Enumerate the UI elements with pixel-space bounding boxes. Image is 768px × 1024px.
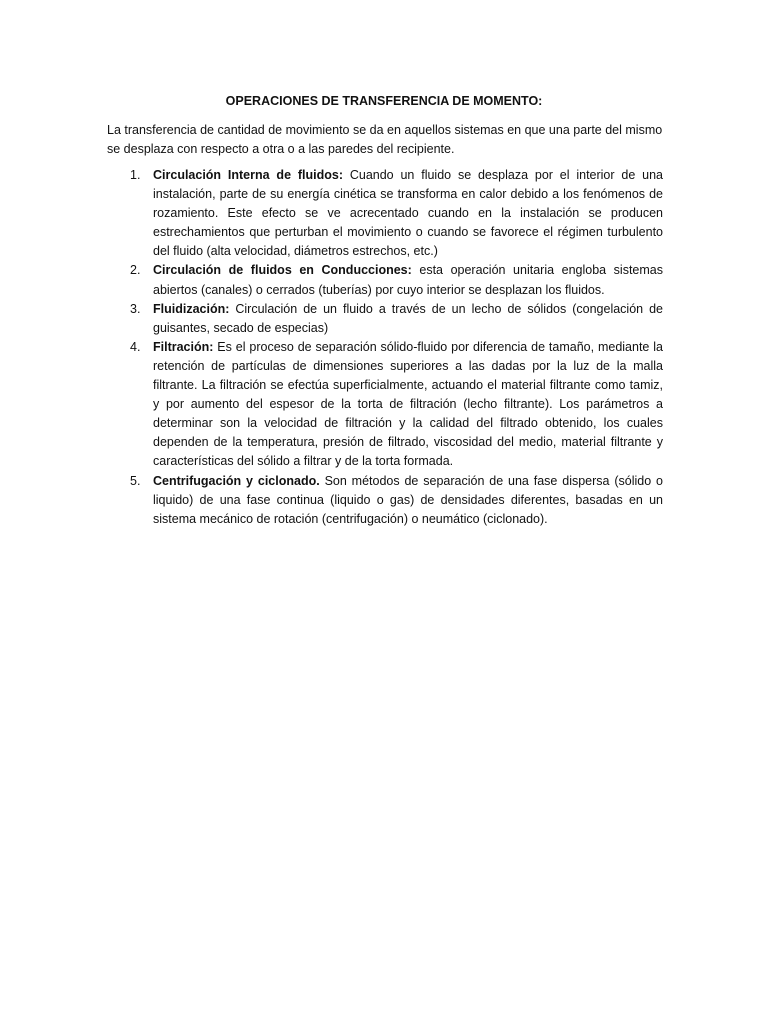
list-item-circulacion-interna (107, 166, 663, 261)
operations-list (107, 166, 663, 529)
list-item-number: 3. (130, 301, 141, 316)
list-item-term: Circulación Interna de fluidos: (153, 168, 343, 182)
list-item-term: Circulación de fluidos en Conducciones: (153, 263, 412, 278)
list-item-number: 1. (130, 168, 141, 182)
list-item-centrifugacion (107, 472, 663, 529)
list-item-term: Fluidización: (153, 301, 230, 316)
intro-paragraph: La transferencia de cantidad de movimiento se da en aquellos sistemas en que una parte del mismo se desplaza con respecto a otra o a las paredes del recipiente. (107, 123, 663, 156)
list-item-number: 5. (130, 473, 141, 488)
list-item-number: 2. (130, 263, 141, 278)
list-item-number: 4. (130, 339, 141, 354)
list-item-text: Circulación de un fluido a través de un lecho de sólidos (congelación de guisantes, secado de especias) (153, 301, 663, 335)
list-item-term: Centrifugación y ciclonado. (153, 473, 320, 488)
list-item-circulacion-conducciones (107, 261, 663, 299)
list-item-text: esta operación unitaria engloba sistemas abiertos (canales) o cerrados (tuberías) por cuyo interior se desplazan los fluidos. (153, 263, 663, 297)
list-item-term: Filtración: (153, 339, 214, 354)
document-title: OPERACIONES DE TRANSFERENCIA DE MOMENTO: (225, 94, 543, 108)
list-item-filtracion (107, 338, 663, 472)
list-item-fluidizacion (107, 300, 663, 338)
list-item-text: Son métodos de separación de una fase dispersa (sólido o liquido) de una fase continua (liquido o gas) de densidades diferentes, basadas en un sistema mecánico de rotación (centrifugación) o neumático (ciclonado). (153, 473, 663, 526)
list-item-text: Es el proceso de separación sólido-fluido por diferencia de tamaño, mediante la retención de partículas de dimensiones superiores a las dadas por la luz de la malla filtrante. La filtración se efectúa superficialmente, actuando el material filtrante como tamiz, y por aumento del espesor de la torta de filtración (lecho filtrante). Los parámetros a determinar son la velocidad de filtración y la calidad del filtrado obtenido, los cuales dependen de la temperatura, presión de filtrado, viscosidad del medio, material filtrante y características del sólido a filtrar y de la torta formada. (153, 339, 663, 469)
list-item-text: Cuando un fluido se desplaza por el interior de una instalación, parte de su energía cinética se transforma en calor debido a los fenómenos de rozamiento. Este efecto se ve acrecentado cuando en la instalación se producen estrechamientos que perturban el movimiento o cuando se favorece el régimen turbulento del fluido (alta velocidad, diámetros estrechos, etc.) (153, 168, 663, 259)
